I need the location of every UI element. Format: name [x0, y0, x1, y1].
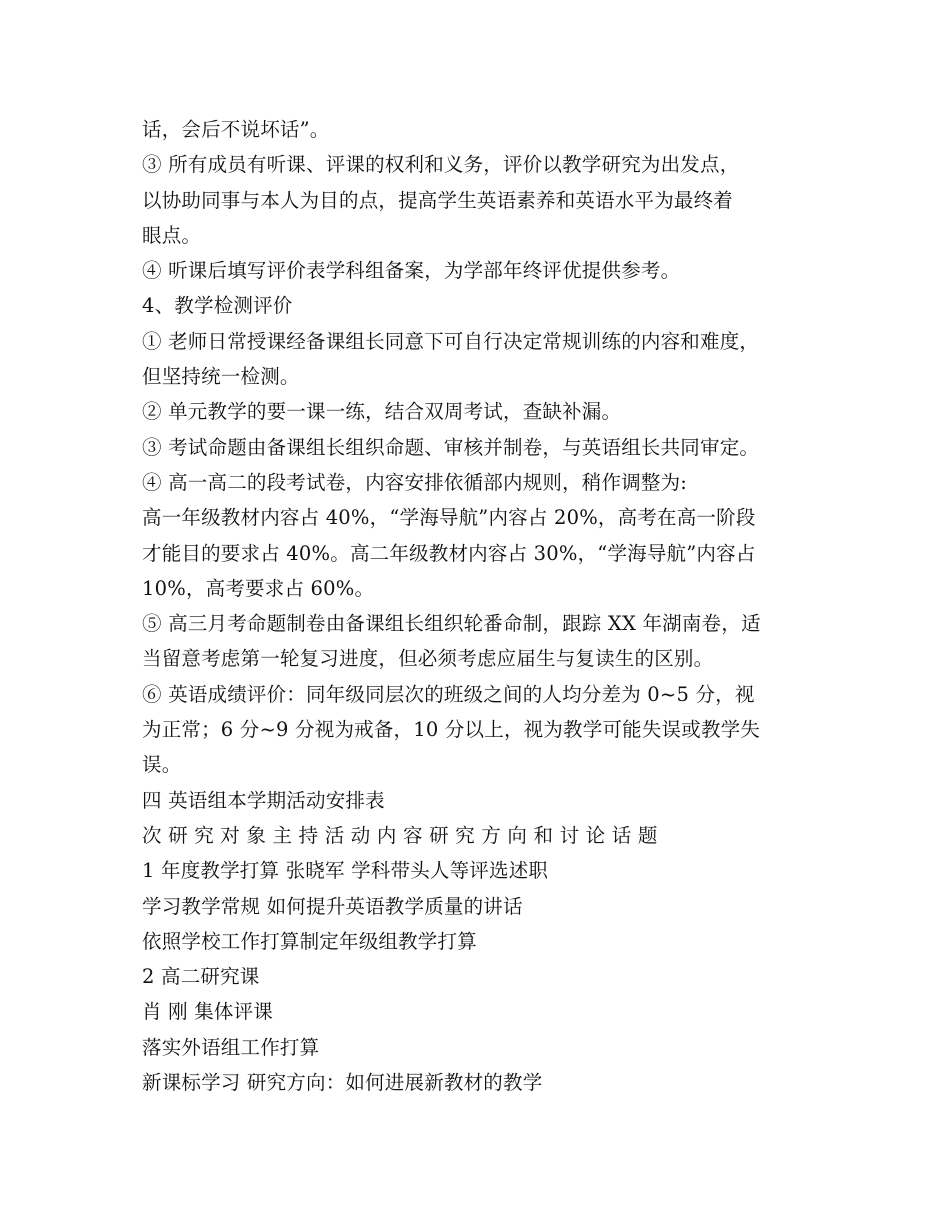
table-row: 新课标学习 研究方向：如何进展新教材的教学: [142, 1071, 543, 1095]
table-row: 学习教学常规 如何提升英语教学质量的讲话: [142, 894, 523, 918]
text-line: ⑤ 高三月考命题制卷由备课组长组织轮番命制，跟踪 XX 年湖南卷，适: [142, 612, 761, 636]
text-line: ③ 所有成员有听课、评课的权利和义务，评价以教学研究为出发点，: [142, 153, 740, 177]
text-line: 高一年级教材内容占 40%，“学海导航”内容占 20%，高考在高一阶段: [142, 506, 756, 530]
table-row: 依照学校工作打算制定年级组教学打算: [142, 929, 477, 953]
text-line: 以协助同事与本人为目的点，提高学生英语素养和英语水平为最终着: [142, 188, 734, 212]
text-line: 10%，高考要求占 60%。: [142, 576, 375, 600]
text-line: 当留意考虑第一轮复习进度，但必须考虑应届生与复读生的区别。: [142, 647, 714, 671]
text-line: 才能目的要求占 40%。高二年级教材内容占 30%，“学海导航”内容占: [142, 541, 756, 565]
text-line: ③ 考试命题由备课组长组织命题、审核并制卷，与英语组长共同审定。: [142, 435, 760, 459]
text-line: ⑥ 英语成绩评价：同年级同层次的班级之间的人均分差为 0~5 分，视: [142, 682, 755, 706]
table-header-row: 次 研 究 对 象 主 持 活 动 内 容 研 究 方 向 和 讨 论 话 题: [142, 823, 658, 847]
table-row: 肖 刚 集体评课: [142, 1000, 273, 1024]
text-line: 为正常；6 分~9 分视为戒备，10 分以上，视为教学可能失误或教学失: [142, 718, 761, 742]
section-heading: 4、教学检测评价: [142, 294, 293, 318]
text-line: 误。: [142, 753, 182, 777]
text-line: 眼点。: [142, 223, 202, 247]
section-heading: 四 英语组本学期活动安排表: [142, 788, 385, 812]
table-row: 1 年度教学打算 张晓军 学科带头人等评选述职: [142, 859, 549, 883]
text-line: 但坚持统一检测。: [142, 365, 300, 389]
text-line: ② 单元教学的要一课一练，结合双周考试，查缺补漏。: [142, 400, 622, 424]
table-row: 落实外语组工作打算: [142, 1035, 320, 1059]
text-line: ① 老师日常授课经备课组长同意下可自行决定常规训练的内容和难度，: [142, 329, 760, 353]
document-body: [142, 112, 842, 1100]
text-line: 话，会后不说坏话”。: [142, 118, 330, 141]
table-row: 2 高二研究课: [142, 965, 260, 989]
text-line: ④ 听课后填写评价表学科组备案，为学部年终评优提供参考。: [142, 259, 681, 283]
text-line: ④ 高一高二的段考试卷，内容安排依循部内规则，稍作调整为:: [142, 470, 688, 494]
